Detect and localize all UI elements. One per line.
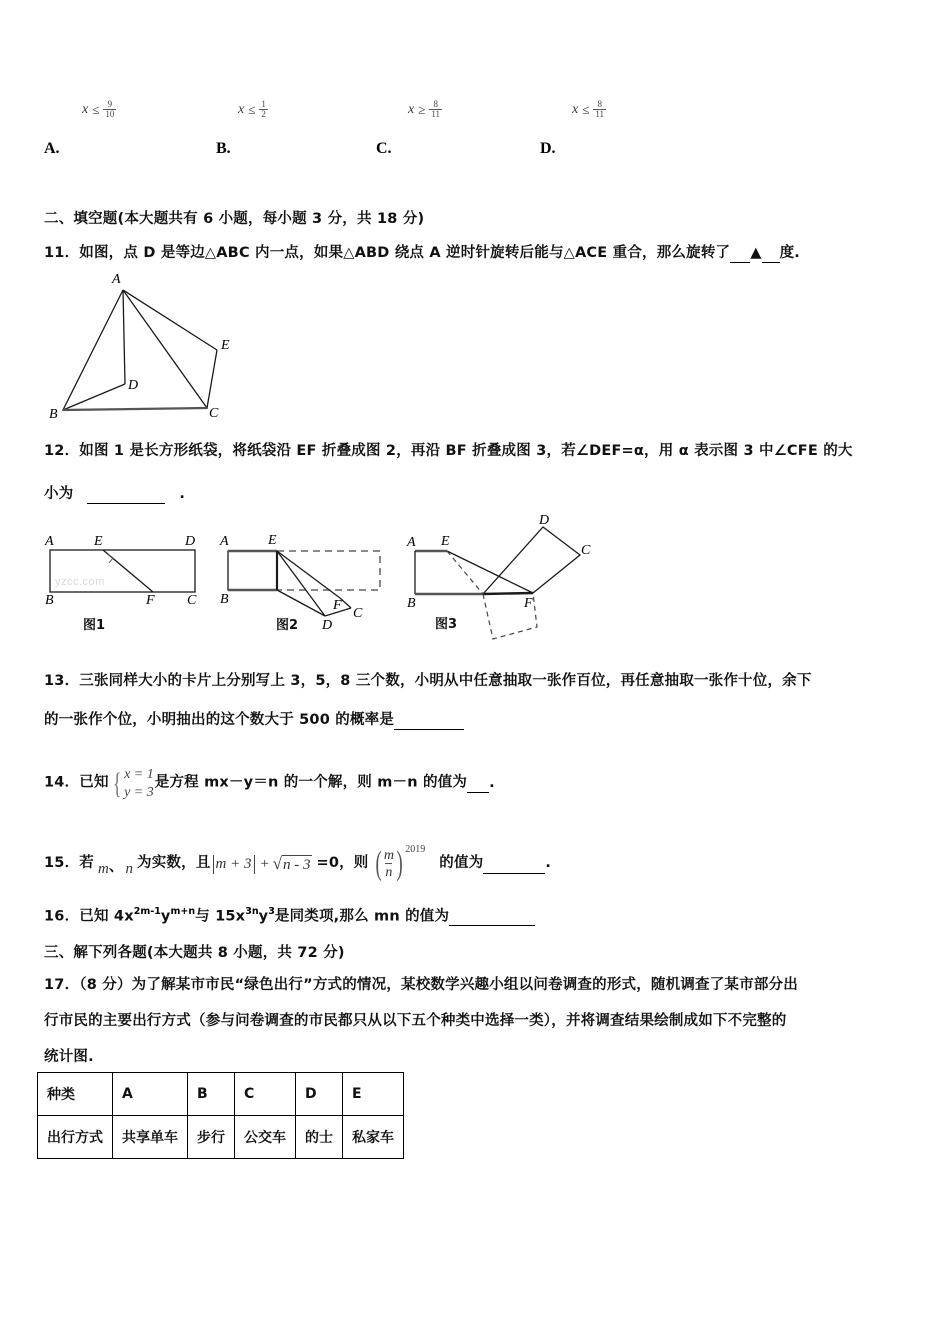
question-12-line-2 [44, 484, 185, 506]
question-17-line-1 [44, 975, 934, 997]
choice-expression-b [238, 100, 268, 120]
choice-expression-c [408, 100, 442, 120]
fig1-label-d: D [185, 534, 196, 549]
question-12-figure-2 [220, 528, 400, 643]
choice-relation-a: ≤ [92, 101, 100, 117]
question-15-var-m: m [97, 860, 109, 877]
question-11-figure [45, 272, 295, 432]
question-14-prefix: 已知 [79, 774, 109, 791]
fig3-label-e: E [441, 534, 450, 549]
table-cell-mode-e: 私家车 [343, 1116, 404, 1159]
choice-variable-d: x [572, 101, 579, 117]
choice-variable-c: x [408, 101, 415, 117]
fig3-label-c: C [581, 543, 591, 558]
question-15-absolute-value [211, 855, 257, 874]
left-paren: ( [375, 844, 382, 882]
choice-letter-b: B. [216, 140, 231, 157]
fig2-label-e: E [268, 533, 277, 548]
fig2-label-d: D [322, 618, 333, 633]
fraction-m-over-n [384, 848, 394, 881]
question-15-text-1: 若 [79, 855, 94, 872]
fraction-denominator: 11 [595, 109, 605, 120]
fraction-denominator: 11 [431, 109, 441, 120]
question-16 [44, 906, 535, 928]
choice-option-d[interactable] [540, 88, 710, 158]
table-cell-mode-header: 出行方式 [38, 1116, 113, 1159]
fig1-label-a: A [45, 534, 54, 549]
choice-relation-c: ≥ [418, 101, 426, 117]
choice-relation-d: ≤ [582, 101, 590, 117]
question-12-line-1 [44, 441, 934, 463]
table-row [38, 1073, 404, 1116]
brace-icon: { [112, 766, 122, 800]
rectangle-fold-diagram-2 [220, 528, 400, 633]
fig1-label-e: E [94, 534, 103, 549]
choice-variable-b: x [238, 101, 245, 117]
question-16-text-1: 已知 4x [79, 908, 134, 925]
fraction-denominator: n [385, 865, 393, 880]
question-12-figure-1 [45, 528, 225, 638]
fig2-label-f: F [333, 598, 342, 613]
table-cell-mode-b: 步行 [188, 1116, 235, 1159]
question-11 [44, 243, 924, 265]
system-equation-1: x = 1 [124, 767, 154, 782]
question-15-equals-zero: =0，则 [316, 855, 369, 872]
fig3-label-a: A [407, 535, 416, 550]
table-cell-category-d: D [296, 1073, 343, 1116]
rectangle-fold-diagram-1 [45, 528, 225, 618]
fraction-numerator: 8 [597, 99, 602, 109]
right-paren: ) [396, 844, 403, 882]
question-13-text-line-1: 三张同样大小的卡片上分别写上 3，5，8 三个数，小明从中任意抽取一张作百位，再任意抽取一张作十位，余下 [79, 673, 812, 689]
question-14 [44, 766, 495, 812]
question-17-line-3: 统计图. [44, 1049, 94, 1065]
question-12-text-line-2: 小为 [44, 486, 74, 502]
question-12-text-line-1: 如图 1 是长方形纸袋，将纸袋沿 EF 折叠成图 2，再沿 BF 折叠成图 3，若∠DEF=α，用 α 表示图 3 中∠CFE 的大 [79, 443, 853, 459]
question-11-text-after: 度. [779, 245, 801, 261]
table-cell-mode-a: 共享单车 [113, 1116, 188, 1159]
question-16-exponent-4: 3 [268, 906, 275, 917]
figure-label-e: E [221, 338, 230, 353]
section-3-heading: 三、解下列各题(本大题共 8 小题，共 72 分) [44, 945, 345, 961]
multiple-choice-options [0, 88, 950, 164]
fraction-denominator: 10 [105, 109, 115, 120]
question-11-blank-mark: ▲ [750, 245, 762, 261]
table-cell-category-header: 种类 [38, 1073, 113, 1116]
question-15-number: 15． [44, 855, 80, 872]
question-15-power-expression [373, 843, 426, 882]
question-12-figure-3 [405, 515, 615, 645]
figure-label-c: C [209, 406, 219, 421]
table-cell-mode-d: 的士 [296, 1116, 343, 1159]
table-cell-category-e: E [343, 1073, 404, 1116]
choice-option-a[interactable] [44, 88, 214, 158]
question-12-number: 12． [44, 443, 80, 459]
travel-mode-table [37, 1072, 404, 1159]
choice-fraction-c [429, 100, 442, 120]
radical-icon: √ [272, 853, 282, 873]
choice-option-c[interactable] [376, 88, 546, 158]
choice-letter-d: D. [540, 140, 556, 157]
question-16-text-4: y [258, 908, 269, 925]
question-14-suffix: 是方程 mx－y＝n 的一个解，则 m－n 的值为 [154, 774, 468, 791]
exponent: 2019 [405, 843, 426, 855]
question-17-line-2: 行市民的主要出行方式（参与问卷调查的市民都只从以下五个种类中选择一类），并将调查结果绘制成如下不完整的 [44, 1013, 787, 1029]
fig3-label-d: D [539, 513, 550, 528]
question-15-text-2: 为实数，且 [137, 855, 211, 872]
question-15-plus: + [259, 855, 270, 872]
question-16-text-5: 是同类项,那么 mn 的值为 [274, 908, 450, 925]
system-equations [124, 766, 154, 801]
fig2-label-a: A [220, 534, 229, 549]
question-13-line-1 [44, 671, 934, 693]
question-17-number: 17． [44, 977, 80, 993]
abs-expression: m + 3 [215, 855, 252, 872]
fraction-numerator: m [383, 847, 394, 863]
question-17-text-line-1: （8 分）为了解某市市民“绿色出行”方式的情况，某校数学兴趣小组以问卷调查的形式，随机调查了某市部分出 [79, 977, 798, 993]
fraction-numerator: 1 [261, 99, 266, 109]
system-equation-2: y = 3 [124, 784, 154, 800]
table-cell-category-a: A [113, 1073, 188, 1116]
question-15-var-n: n [125, 860, 134, 877]
question-14-number: 14． [44, 774, 80, 791]
question-15-text-3: 的值为 [439, 855, 484, 872]
figure-label-b: B [49, 407, 58, 422]
question-13-line-2 [44, 710, 464, 732]
fig1-label-c: C [187, 593, 197, 608]
fig1-caption: 图1 [83, 618, 106, 633]
figure-label-a: A [112, 272, 121, 287]
question-11-number: 11． [44, 245, 80, 261]
choice-letter-c: C. [376, 140, 392, 157]
section-2-heading: 二、填空题(本大题共有 6 小题，每小题 3 分，共 18 分) [44, 211, 425, 227]
choice-expression-a [82, 100, 116, 120]
choice-variable-a: x [82, 101, 89, 117]
choice-fraction-d [593, 100, 606, 120]
fig3-label-f: F [524, 596, 533, 611]
question-15-separator: 、 [108, 859, 124, 876]
fig1-label-b: B [45, 593, 54, 608]
question-13-text-line-2: 的一张作个位，小明抽出的这个数大于 500 的概率是 [44, 712, 395, 728]
fig2-caption: 图2 [276, 618, 299, 633]
question-16-text-3: 与 15x [195, 908, 246, 925]
fig3-label-b: B [407, 596, 416, 611]
table-cell-category-b: B [188, 1073, 235, 1116]
watermark: yzcc.com [55, 576, 105, 588]
question-15-square-root [273, 855, 313, 874]
radicand-expression: n - 3 [282, 856, 311, 873]
question-16-exponent-2: m+n [170, 906, 196, 917]
fraction-numerator: 9 [107, 99, 113, 109]
fraction-denominator: 2 [261, 109, 266, 120]
triangle-abcde-diagram [45, 272, 295, 432]
fig1-label-f: F [146, 593, 155, 608]
choice-fraction-b [259, 100, 268, 120]
question-15 [44, 840, 551, 888]
question-14-system [110, 766, 154, 801]
fig3-caption: 图3 [435, 617, 458, 632]
question-12-period: . [179, 486, 186, 502]
choice-expression-d [572, 100, 606, 120]
choice-relation-b: ≤ [248, 101, 256, 117]
question-16-text-2: y [160, 908, 171, 925]
question-13-number: 13． [44, 673, 80, 689]
table-row [38, 1116, 404, 1159]
question-14-end: . [489, 775, 495, 792]
fig2-label-c: C [353, 606, 363, 621]
choice-fraction-a [103, 100, 116, 120]
choice-letter-a: A. [44, 140, 60, 157]
choice-option-b[interactable] [216, 88, 386, 158]
question-16-exponent-3: 3n [245, 906, 259, 917]
question-11-text: 如图，点 D 是等边△ABC 内一点，如果△ABD 绕点 A 逆时针旋转后能与△ACE 重合，那么旋转了 [79, 245, 731, 261]
fig2-label-b: B [220, 592, 229, 607]
table-cell-category-c: C [235, 1073, 296, 1116]
question-16-number: 16． [44, 908, 80, 925]
question-16-exponent-1: 2m-1 [133, 906, 161, 917]
question-15-end: . [545, 855, 552, 872]
figure-label-d: D [128, 378, 139, 393]
table-cell-mode-c: 公交车 [235, 1116, 296, 1159]
fraction-numerator: 8 [433, 99, 438, 109]
